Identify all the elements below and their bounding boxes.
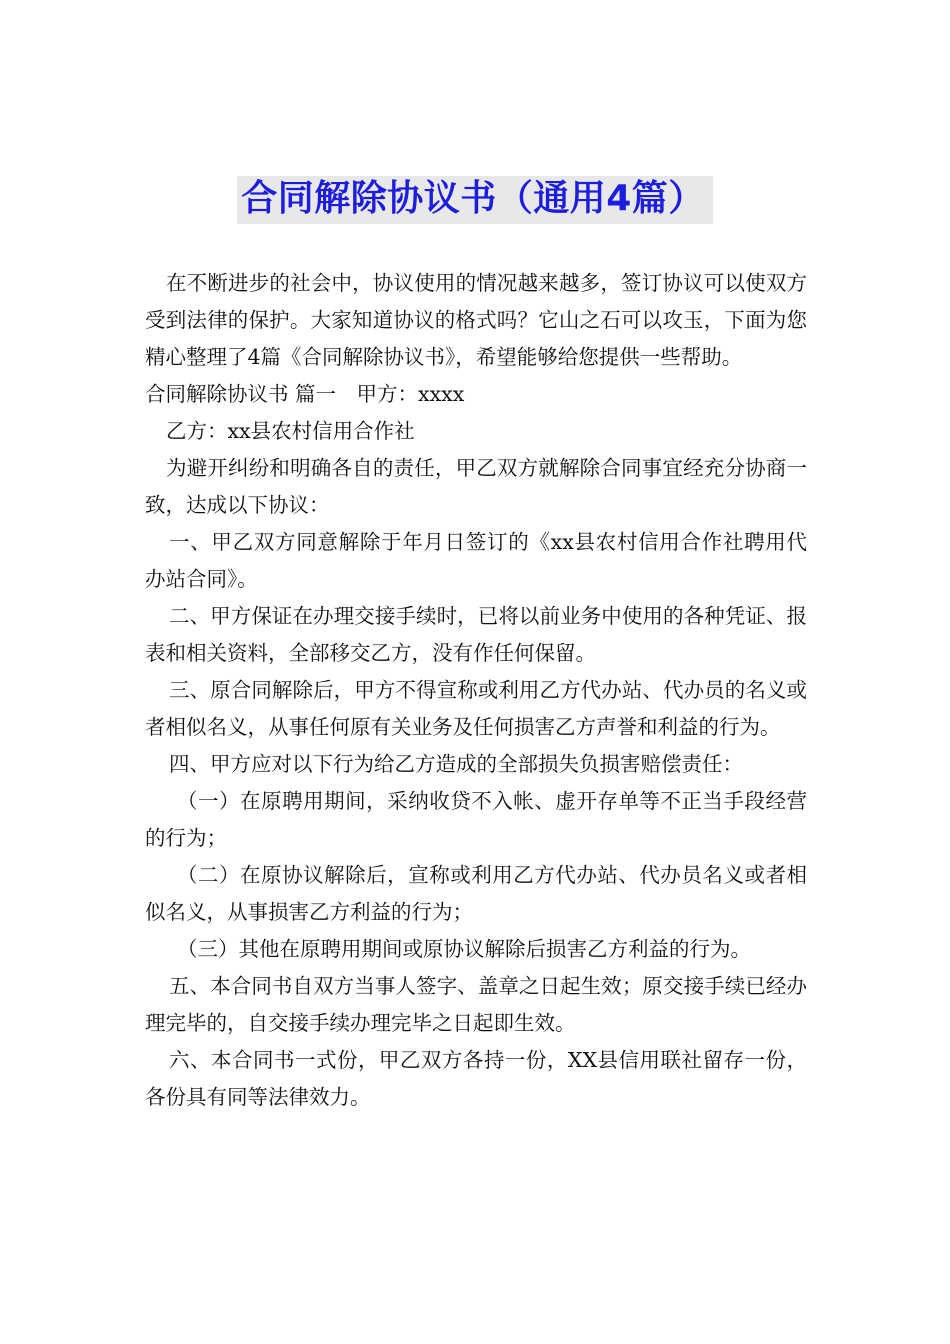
clause-paragraph: 一、甲乙双方同意解除于年月日签订的《xx县农村信用合作社聘用代办站合同》。 xyxy=(145,530,807,591)
section-heading: 合同解除协议书 篇一 甲方：xxxx xyxy=(145,382,465,406)
clause-paragraph: 六、本合同书一式份，甲乙双方各持一份，XX县信用联社留存一份，各份具有同等法律效力。 xyxy=(145,1048,807,1109)
subclause-paragraph: （三）其他在原聘用期间或原协议解除后损害乙方利益的行为。 xyxy=(177,937,751,961)
clause-paragraph: 三、原合同解除后，甲方不得宣称或利用乙方代办站、代办员的名义或者相似名义，从事任何原有关业务及任何损害乙方声誉和利益的行为。 xyxy=(145,678,807,739)
party-b-line: 乙方：xx县农村信用合作社 xyxy=(166,419,415,443)
document-title: 合同解除协议书（通用4篇） xyxy=(237,176,713,224)
title-container xyxy=(0,176,950,224)
document-body xyxy=(145,265,807,1116)
subclause-paragraph: （一）在原聘用期间，采纳收贷不入帐、虚开存单等不正当手段经营的行为； xyxy=(145,789,807,850)
clause-paragraph: 二、甲方保证在办理交接手续时，已将以前业务中使用的各种凭证、报表和相关资料，全部移交乙方，没有作任何保留。 xyxy=(145,604,807,665)
clause-paragraph: 五、本合同书自双方当事人签字、盖章之日起生效；原交接手续已经办理完毕的，自交接手续办理完毕之日起即生效。 xyxy=(145,974,807,1035)
clause-paragraph: 四、甲方应对以下行为给乙方造成的全部损失负损害赔偿责任： xyxy=(169,752,743,776)
intro-paragraph: 在不断进步的社会中，协议使用的情况越来越多，签订协议可以使双方受到法律的保护。大家知道协议的格式吗？它山之石可以攻玉，下面为您精心整理了4篇《合同解除协议书》，希望能够给您提供一些帮助。 xyxy=(145,271,807,369)
preamble-paragraph: 为避开纠纷和明确各自的责任，甲乙双方就解除合同事宜经充分协商一致，达成以下协议： xyxy=(145,456,807,517)
subclause-paragraph: （二）在原协议解除后，宣称或利用乙方代办站、代办员名义或者相似名义，从事损害乙方利益的行为； xyxy=(145,863,807,924)
